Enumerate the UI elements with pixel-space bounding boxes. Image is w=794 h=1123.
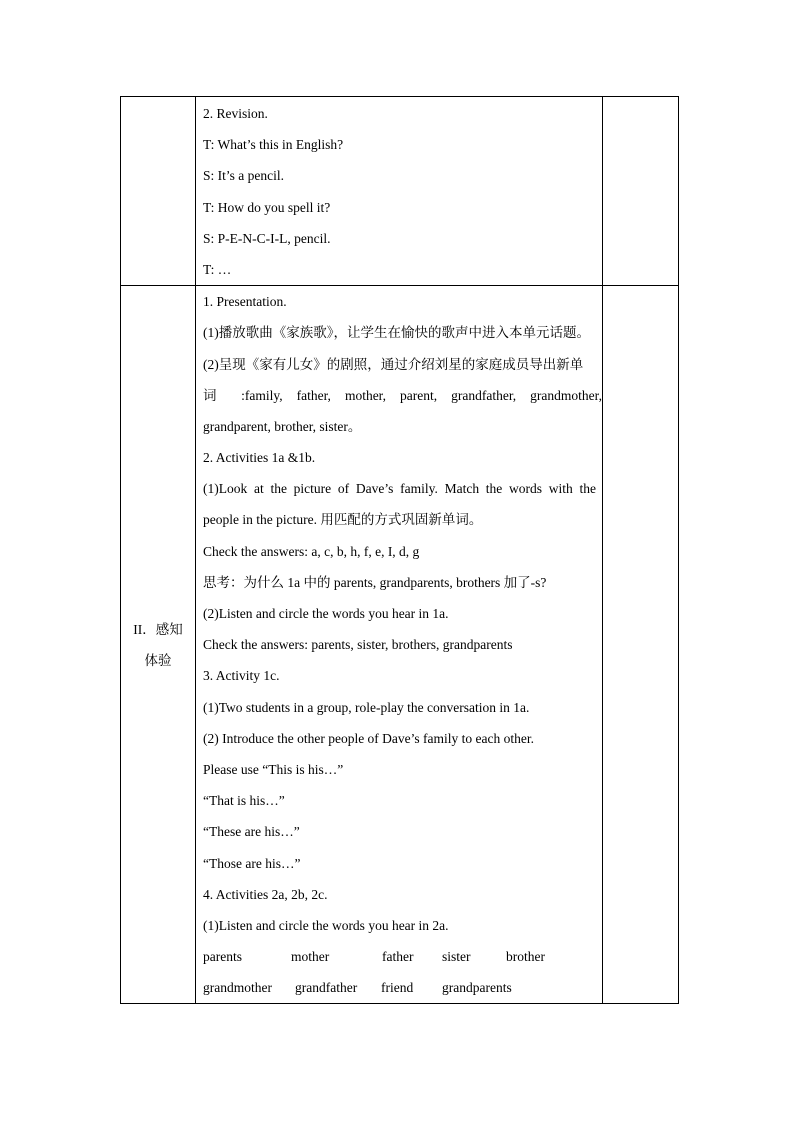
text-line: 词 :family, father, mother, parent, grandfather, grandmother, <box>203 387 602 403</box>
text-line: (2) Introduce the other people of Dave’s family to each other. <box>203 730 535 746</box>
word-item: brother <box>506 949 545 965</box>
stage-cell-perception <box>121 286 196 1004</box>
text-line: 2. Revision. <box>203 106 268 121</box>
text-line: (2)Listen and circle the words you hear in 1a. <box>203 606 449 621</box>
word-item: grandfather <box>295 980 358 996</box>
text-line: 2. Activities 1a &1b. <box>203 450 316 466</box>
text-line: “That is his…” <box>203 793 285 809</box>
text-line: S: P-E-N-C-I-L, pencil. <box>203 230 331 246</box>
word-item: grandparents <box>442 980 512 996</box>
notes-cell <box>603 97 679 286</box>
word-item: parents <box>203 949 242 965</box>
text-line: S: It’s a pencil. <box>203 168 284 184</box>
word-list-row-1 <box>203 941 602 972</box>
text-line: T: What’s this in English? <box>203 137 344 153</box>
text-line: (1)Listen and circle the words you hear in 2a. <box>203 917 449 933</box>
text-line: Check the answers: a, c, b, h, f, e, I, d, g <box>203 543 420 559</box>
content-cell-perception <box>196 286 603 1004</box>
text-line: 3. Activity 1c. <box>203 668 280 684</box>
content-cell-revision <box>196 97 603 286</box>
text-line: (1)播放歌曲《家族歌》，让学生在愉快的歌声中进入本单元话题。 <box>203 325 590 341</box>
text-line: Please use “This is his…” <box>203 761 344 777</box>
word-item: grandmother <box>203 980 272 996</box>
word-item: friend <box>381 980 414 996</box>
stage-label-line2: 体验 <box>144 652 172 668</box>
text-line: 4. Activities 2a, 2b, 2c. <box>203 886 328 902</box>
text-line: 思考：为什么 1a 中的 parents, grandparents, brothers 加了-s? <box>203 574 547 590</box>
text-line: T: How do you spell it? <box>203 199 331 215</box>
text-line: T: … <box>203 261 232 277</box>
lesson-plan-table <box>120 96 679 1004</box>
word-item: father <box>382 949 414 965</box>
word-item: sister <box>442 949 471 965</box>
word-item: mother <box>291 949 330 965</box>
text-line: (1)Two students in a group, role-play the conversation in 1a. <box>203 699 530 715</box>
text-line: (1)Look at the picture of Dave’s family. Match the words with the <box>203 481 596 497</box>
stage-cell-empty <box>121 97 196 286</box>
text-line: Check the answers: parents, sister, brothers, grandparents <box>203 637 513 653</box>
text-line: grandparent, brother, sister。 <box>203 418 362 434</box>
text-line: “These are his…” <box>203 824 300 840</box>
word-list-row-2 <box>203 972 602 1003</box>
table-row-perception <box>121 286 679 1004</box>
text-line: “Those are his…” <box>203 855 301 871</box>
text-line: (2)呈现《家有儿女》的剧照，通过介绍刘星的家庭成员导出新单 <box>203 356 584 372</box>
text-line: 1. Presentation. <box>203 294 287 310</box>
stage-label-line1: II．感知 <box>133 621 183 637</box>
table-row-revision <box>121 97 679 286</box>
notes-cell <box>603 286 679 1004</box>
text-line: people in the picture. 用匹配的方式巩固新单词。 <box>203 512 483 528</box>
